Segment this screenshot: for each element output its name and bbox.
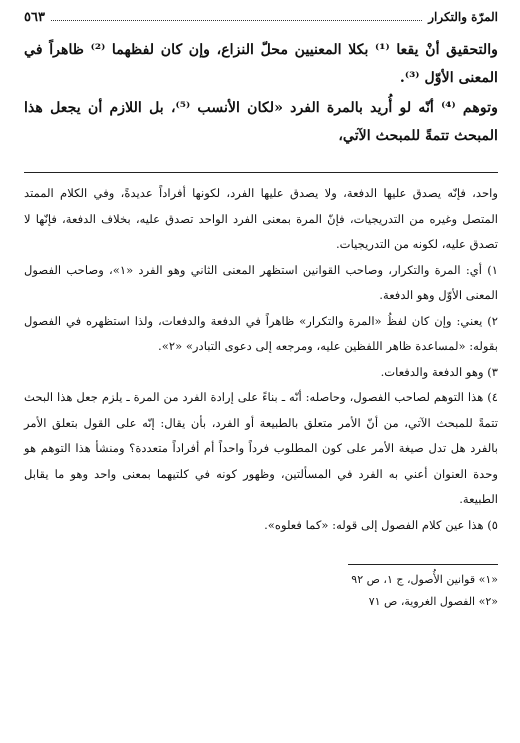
main-paragraph-1: والتحقيق أنْ يقعا ⁽¹⁾ بكلا المعنيين محلّ النزاع، وإن كان لفظهما ⁽²⁾ ظاهراً في المعنى الأوّل ⁽³⁾. (24, 42, 499, 86)
page-number: ٥٦٣ (24, 10, 45, 25)
footnotes (24, 181, 498, 538)
reference-2: «٢» الفصول الغروية، ص ٧١ (368, 595, 498, 608)
footnote-4: ٤) هذا التوهم لصاحب الفصول، وحاصله: أنّه ـ بناءً على إرادة الفرد من المرة ـ يلزم جعل هذا البحث تتمةً للمبحث الآتي، من أنّ الأمر متعلق بالطبيعة أو الفرد، بأن يقال: إنّه على القول بتعلق الأمر بالفرد هل تدل صيغة الأمر على كون المطلوب فرداً واحداً أم أفراداً متعددة؟ ومنشأ هذا التوهم هو وحدة العنوان أعني به الفرد في المسألتين، وظهور كونه في كلتيهما بمعنى واحد وهو ما يقابل الطبيعة. (24, 390, 498, 506)
footnote-1: ١) أي: المرة والتكرار، وصاحب القوانين استظهر المعنى الثاني وهو الفرد «١»، وصاحب الفصول المعنى الأوّل وهو الدفعة. (24, 262, 498, 302)
chapter-title: المرّة والتكرار (428, 10, 498, 24)
reference-separator (348, 564, 498, 565)
footnote-5: ٥) هذا عين كلام الفصول إلى قوله: «كما فعلوه». (264, 517, 498, 532)
source-references (24, 569, 498, 613)
main-paragraph-2: وتوهم ⁽⁴⁾ أنّه لو أُريد بالمرة الفرد «لكان الأنسب ⁽⁵⁾، بل اللازم أن يجعل هذا المبحث تتمةً للمبحث الآتي، (24, 100, 498, 144)
reference-1: «١» قوانين الأُصول، ج ١، ص ٩٢ (351, 573, 498, 586)
running-header (24, 10, 498, 30)
header-leader-dots (51, 20, 422, 21)
main-text (24, 36, 498, 150)
footnote-continuation: واحد، فإنّه يصدق عليها الدفعة، ولا يصدق عليها الفرد، لكونها أفراداً عديدةً، وفي الكلام الممتد المتصل وغيره من التدريجيات، فإنّ المرة بمعنى الفرد الواحد تصدق عليه، بخلاف الدفعة، فإنّها لا تصدق عليه، لكونه من التدريجيات. (24, 186, 498, 251)
footnote-3: ٣) وهو الدفعة والدفعات. (380, 364, 498, 379)
footnote-2: ٢) يعني: وإن كان لفظُ «المرة والتكرار» ظاهراً في الدفعة والدفعات، ولذا استظهره في الفصول بقوله: «لمساعدة ظاهر اللفظين عليه، ومرجعه إلى دعوى التبادر» «٢». (24, 313, 498, 353)
book-page (24, 10, 498, 743)
footnote-separator (24, 172, 498, 173)
